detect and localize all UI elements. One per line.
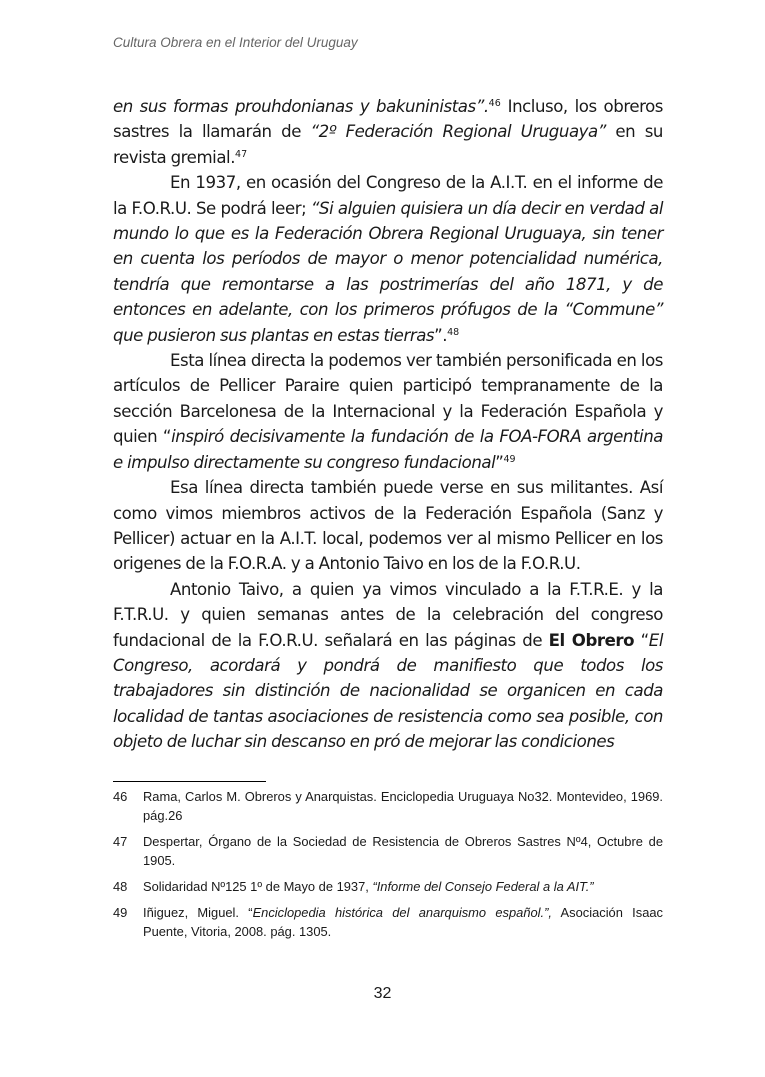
paragraph: Antonio Taivo, a quien ya vimos vinculado a la F.T.R.E. y la F.T.R.U. y quien semanas antes de la celebración del congreso fundacional de la F.O.R.U. señalará en las páginas de El Obrero “El Congreso, acordará y pondrá de manifiesto que todos los trabajadores sin distinción de nacionalidad se organicen en cada localidad de tantas asociaciones de resistencia como sea posible, con objeto de luchar sin descanso en pró de mejorar las condiciones xyxy=(113,579,663,752)
footnote: 46 Rama, Carlos M. Obreros y Anarquistas. Enciclopedia Uruguaya No32. Montevideo, 1969. pág.26 xyxy=(113,789,663,823)
footnotes xyxy=(113,787,663,948)
paragraph: En 1937, en ocasión del Congreso de la A.I.T. en el informe de la F.O.R.U. Se podrá leer; “Si alguien quisiera un día decir en verdad al mundo lo que es la Federación Obrera Regional Uruguaya, sin tener en cuenta los períodos de mayor o menor potencialidad numérica, tendría que remontarse a las postrimerías del año 1871, y de entonces en adelante, con los primeros prófugos de la “Commune” que pusieron sus plantas en estas tierras”.$^{48}$ xyxy=(113,173,663,345)
footnote-ref[interactable]: 48 xyxy=(447,326,460,338)
footnote-ref[interactable]: 49 xyxy=(503,453,516,465)
footnote-number: 49 xyxy=(113,905,128,920)
footnote-ref[interactable]: 47 xyxy=(235,148,248,160)
footnote-ref[interactable]: 46 xyxy=(488,98,501,109)
footnote: 49 Iñiguez, Miguel. “Enciclopedia histórica del anarquismo español.”, Asociación Isaac Puente, Vitoria, 2008. pág. 1305. xyxy=(113,905,663,939)
page-number: 32 xyxy=(373,985,392,1002)
footnote-divider xyxy=(113,781,266,782)
paragraph: en sus formas prouhdonianas y bakuninistas”.$^{46}$ Incluso, los obreros sastres la llamarán de “2º Federación Regional Uruguaya” en su revista gremial.$^{47}$ xyxy=(113,97,663,167)
publication-title: El Obrero xyxy=(548,630,635,650)
footnote-number: 46 xyxy=(113,789,128,804)
paragraph: Esa línea directa también puede verse en sus militantes. Así como vimos miembros activos de la Federación Española (Sanz y Pellicer) actuar en la A.I.T. local, podemos ver al mismo Pellicer en los origenes de la F.O.R.A. y a Antonio Taivo en los de la F.O.R.U. xyxy=(113,478,663,574)
footnote-number: 47 xyxy=(113,834,128,849)
running-header: Cultura Obrera en el Interior del Uruguay xyxy=(113,35,358,50)
paragraph: Esta línea directa la podemos ver también personificada en los artículos de Pellicer Paraire quien participó tempranamente de la sección Barcelonesa de la Internacional y la Federación Española y quien “inspiró decisivamente la fundación de la FOA-FORA argentina e impulso directamente su congreso fundacional”$^{49}$ xyxy=(113,351,664,472)
footnote-number: 48 xyxy=(113,879,128,894)
footnote: 47 Despertar, Órgano de la Sociedad de Resistencia de Obreros Sastres Nº4, Octubre de 1905. xyxy=(113,834,663,868)
footnote: 48 Solidaridad Nº125 1º de Mayo de 1937, “Informe del Consejo Federal a la AIT.” xyxy=(113,879,594,894)
body-text xyxy=(113,94,663,755)
